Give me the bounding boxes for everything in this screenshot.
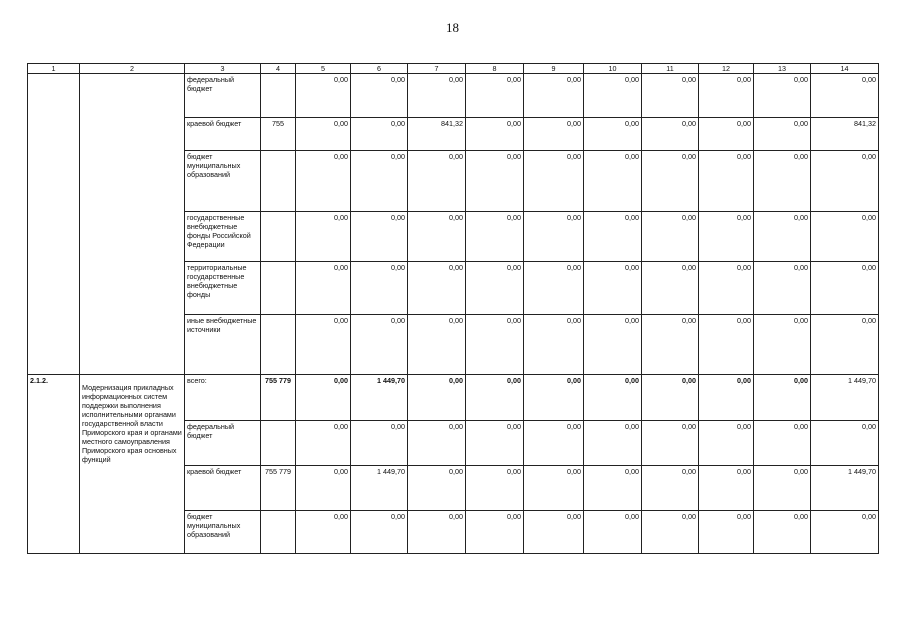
value-cell: 0,00 bbox=[466, 151, 524, 212]
value-cell: 0,00 bbox=[699, 151, 754, 212]
value-cell: 0,00 bbox=[296, 74, 351, 118]
value-cell: 0,00 bbox=[699, 212, 754, 262]
value-cell: 0,00 bbox=[524, 511, 584, 554]
value-cell: 0,00 bbox=[584, 421, 642, 466]
budget-code: 755 779 bbox=[261, 375, 296, 421]
section-code bbox=[28, 74, 80, 375]
value-cell: 0,00 bbox=[408, 511, 466, 554]
header-cell: 3 bbox=[185, 64, 261, 74]
value-cell: 0,00 bbox=[642, 74, 699, 118]
value-cell: 0,00 bbox=[524, 466, 584, 511]
value-cell: 0,00 bbox=[642, 315, 699, 375]
value-cell: 0,00 bbox=[754, 315, 811, 375]
value-cell: 0,00 bbox=[699, 511, 754, 554]
budget-code bbox=[261, 74, 296, 118]
funding-source: государственные внебюджетные фонды Российской Федерации bbox=[185, 212, 261, 262]
value-cell: 0,00 bbox=[584, 74, 642, 118]
funding-source: территориальные государственные внебюджетные фонды bbox=[185, 262, 261, 315]
value-cell: 0,00 bbox=[699, 118, 754, 151]
value-cell: 841,32 bbox=[408, 118, 466, 151]
value-cell: 0,00 bbox=[296, 262, 351, 315]
value-cell: 0,00 bbox=[642, 421, 699, 466]
value-cell: 0,00 bbox=[351, 315, 408, 375]
value-cell: 0,00 bbox=[642, 212, 699, 262]
value-cell: 0,00 bbox=[351, 421, 408, 466]
budget-code bbox=[261, 511, 296, 554]
value-cell: 0,00 bbox=[584, 118, 642, 151]
value-cell: 0,00 bbox=[754, 511, 811, 554]
funding-source: иные внебюджетные источники bbox=[185, 315, 261, 375]
value-cell: 0,00 bbox=[699, 466, 754, 511]
value-cell: 0,00 bbox=[642, 118, 699, 151]
value-cell: 0,00 bbox=[351, 118, 408, 151]
value-cell: 0,00 bbox=[296, 212, 351, 262]
value-cell: 0,00 bbox=[699, 74, 754, 118]
value-cell: 0,00 bbox=[466, 421, 524, 466]
value-cell: 0,00 bbox=[466, 212, 524, 262]
funding-source: всего: bbox=[185, 375, 261, 421]
header-cell: 13 bbox=[754, 64, 811, 74]
value-cell: 0,00 bbox=[466, 466, 524, 511]
page-number: 18 bbox=[446, 20, 459, 35]
value-cell: 0,00 bbox=[408, 262, 466, 315]
value-cell: 0,00 bbox=[642, 262, 699, 315]
header-cell: 11 bbox=[642, 64, 699, 74]
funding-source: федеральный бюджет bbox=[185, 421, 261, 466]
section-description bbox=[80, 74, 185, 375]
value-cell: 0,00 bbox=[351, 511, 408, 554]
value-cell: 0,00 bbox=[642, 511, 699, 554]
value-cell: 0,00 bbox=[642, 466, 699, 511]
value-cell: 0,00 bbox=[811, 74, 879, 118]
value-cell: 0,00 bbox=[296, 375, 351, 421]
header-cell: 5 bbox=[296, 64, 351, 74]
budget-code bbox=[261, 262, 296, 315]
value-cell: 0,00 bbox=[699, 315, 754, 375]
value-cell: 0,00 bbox=[296, 151, 351, 212]
value-cell: 0,00 bbox=[351, 262, 408, 315]
value-cell: 0,00 bbox=[642, 151, 699, 212]
header-cell: 9 bbox=[524, 64, 584, 74]
value-cell: 0,00 bbox=[524, 74, 584, 118]
header-cell: 1 bbox=[28, 64, 80, 74]
value-cell: 0,00 bbox=[754, 262, 811, 315]
value-cell: 0,00 bbox=[408, 212, 466, 262]
value-cell: 0,00 bbox=[811, 151, 879, 212]
value-cell: 0,00 bbox=[524, 118, 584, 151]
value-cell: 0,00 bbox=[466, 118, 524, 151]
header-cell: 7 bbox=[408, 64, 466, 74]
value-cell: 0,00 bbox=[351, 151, 408, 212]
value-cell: 0,00 bbox=[811, 421, 879, 466]
value-cell: 0,00 bbox=[584, 151, 642, 212]
value-cell: 0,00 bbox=[466, 74, 524, 118]
budget-code: 755 779 bbox=[261, 466, 296, 511]
value-cell: 1 449,70 bbox=[811, 466, 879, 511]
value-cell: 0,00 bbox=[754, 118, 811, 151]
value-cell: 0,00 bbox=[408, 315, 466, 375]
header-cell: 14 bbox=[811, 64, 879, 74]
funding-source: бюджет муниципальных образований bbox=[185, 151, 261, 212]
budget-code bbox=[261, 315, 296, 375]
value-cell: 1 449,70 bbox=[351, 375, 408, 421]
value-cell: 0,00 bbox=[351, 74, 408, 118]
value-cell: 0,00 bbox=[584, 315, 642, 375]
value-cell: 0,00 bbox=[811, 212, 879, 262]
value-cell: 0,00 bbox=[524, 421, 584, 466]
value-cell: 0,00 bbox=[754, 151, 811, 212]
value-cell: 0,00 bbox=[466, 375, 524, 421]
funding-source: бюджет муниципальных образований bbox=[185, 511, 261, 554]
value-cell: 0,00 bbox=[351, 212, 408, 262]
value-cell: 0,00 bbox=[296, 315, 351, 375]
value-cell: 0,00 bbox=[466, 315, 524, 375]
value-cell: 841,32 bbox=[811, 118, 879, 151]
value-cell: 0,00 bbox=[408, 151, 466, 212]
section-code: 2.1.2. bbox=[28, 375, 80, 554]
value-cell: 0,00 bbox=[754, 466, 811, 511]
table-row bbox=[28, 375, 879, 421]
table-row bbox=[28, 74, 879, 118]
value-cell: 0,00 bbox=[754, 212, 811, 262]
value-cell: 0,00 bbox=[699, 262, 754, 315]
value-cell: 0,00 bbox=[296, 118, 351, 151]
value-cell: 0,00 bbox=[811, 315, 879, 375]
header-cell: 6 bbox=[351, 64, 408, 74]
value-cell: 0,00 bbox=[584, 375, 642, 421]
header-cell: 4 bbox=[261, 64, 296, 74]
value-cell: 0,00 bbox=[408, 421, 466, 466]
value-cell: 0,00 bbox=[296, 466, 351, 511]
value-cell: 0,00 bbox=[408, 375, 466, 421]
header-cell: 12 bbox=[699, 64, 754, 74]
budget-code: 755 bbox=[261, 118, 296, 151]
value-cell: 0,00 bbox=[524, 315, 584, 375]
value-cell: 0,00 bbox=[699, 375, 754, 421]
value-cell: 0,00 bbox=[524, 375, 584, 421]
budget-code bbox=[261, 151, 296, 212]
value-cell: 0,00 bbox=[584, 262, 642, 315]
header-cell: 10 bbox=[584, 64, 642, 74]
value-cell: 0,00 bbox=[754, 74, 811, 118]
value-cell: 0,00 bbox=[584, 466, 642, 511]
section-description: Модернизация прикладных информационных систем поддержки выполнения исполнительными органами государственной власти Приморского края и органами местного самоуправления Приморского края основных функций bbox=[80, 375, 185, 554]
value-cell: 0,00 bbox=[524, 151, 584, 212]
value-cell: 0,00 bbox=[699, 421, 754, 466]
value-cell: 0,00 bbox=[408, 74, 466, 118]
value-cell: 0,00 bbox=[811, 262, 879, 315]
value-cell: 1 449,70 bbox=[811, 375, 879, 421]
header-cell: 2 bbox=[80, 64, 185, 74]
header-cell: 8 bbox=[466, 64, 524, 74]
header-row bbox=[28, 64, 879, 74]
budget-code bbox=[261, 421, 296, 466]
value-cell: 0,00 bbox=[754, 421, 811, 466]
value-cell: 0,00 bbox=[584, 511, 642, 554]
budget-code bbox=[261, 212, 296, 262]
funding-source: краевой бюджет bbox=[185, 466, 261, 511]
value-cell: 0,00 bbox=[642, 375, 699, 421]
value-cell: 0,00 bbox=[466, 262, 524, 315]
funding-source: федеральный бюджет bbox=[185, 74, 261, 118]
value-cell: 0,00 bbox=[584, 212, 642, 262]
budget-table bbox=[27, 63, 879, 554]
value-cell: 0,00 bbox=[296, 421, 351, 466]
funding-source: краевой бюджет bbox=[185, 118, 261, 151]
value-cell: 0,00 bbox=[811, 511, 879, 554]
value-cell: 0,00 bbox=[754, 375, 811, 421]
value-cell: 0,00 bbox=[524, 262, 584, 315]
value-cell: 0,00 bbox=[466, 511, 524, 554]
value-cell: 0,00 bbox=[296, 511, 351, 554]
value-cell: 1 449,70 bbox=[351, 466, 408, 511]
value-cell: 0,00 bbox=[408, 466, 466, 511]
value-cell: 0,00 bbox=[524, 212, 584, 262]
